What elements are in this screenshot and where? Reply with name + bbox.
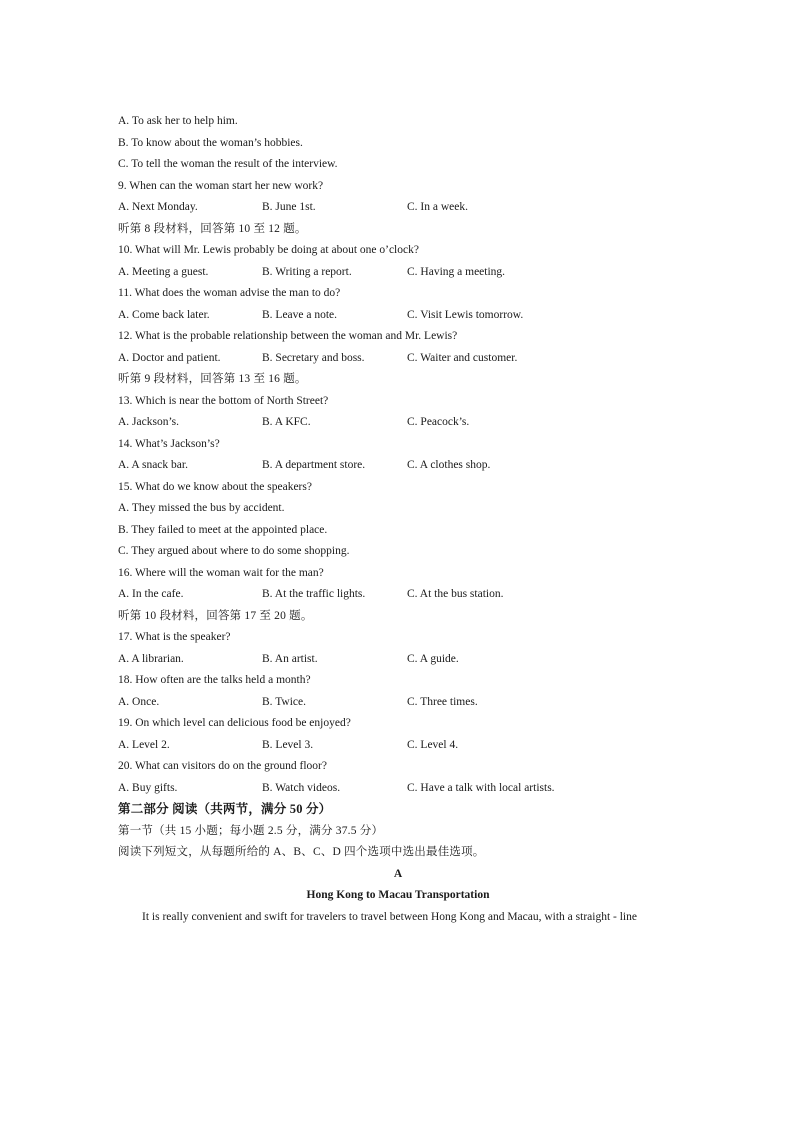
q17-option-c: C. A guide.: [407, 652, 459, 665]
q12-option-c: C. Waiter and customer.: [407, 351, 518, 364]
q12-option-a: A. Doctor and patient.: [118, 351, 221, 364]
question-10: 10. What will Mr. Lewis probably be doing at about one o’clock?: [118, 244, 419, 256]
q13-option-c: C. Peacock’s.: [407, 416, 470, 428]
q19-option-b: B. Level 3.: [262, 738, 314, 751]
q8-option-a: A. To ask her to help him.: [118, 115, 238, 127]
q17-option-b: B. An artist.: [262, 652, 318, 665]
q8-option-b: B. To know about the woman’s hobbies.: [118, 136, 303, 149]
q18-options: [118, 692, 678, 714]
q10-option-c: C. Having a meeting.: [407, 265, 506, 278]
q12-options: [118, 348, 678, 370]
q20-option-a: A. Buy gifts.: [118, 781, 178, 794]
section-10-instruction: 听第 10 段材料，回答第 17 至 20 题。: [118, 609, 313, 622]
q9-options: [118, 197, 678, 219]
q10-option-b: B. Writing a report.: [262, 265, 352, 278]
q17-options: [118, 649, 678, 671]
q9-option-c: C. In a week.: [407, 201, 468, 213]
q16-option-b: B. At the traffic lights.: [262, 588, 366, 600]
q8-option-c: C. To tell the woman the result of the interview.: [118, 158, 338, 170]
question-18: 18. How often are the talks held a month?: [118, 674, 311, 686]
passage-paragraph-1: It is really convenient and swift for travelers to travel between Hong Kong and Macau, with a straight - line: [142, 910, 637, 923]
q17-option-a: A. A librarian.: [118, 652, 184, 665]
q11-options: [118, 305, 678, 327]
q20-option-c: C. Have a talk with local artists.: [407, 781, 555, 794]
section-9-instruction: 听第 9 段材料，回答第 13 至 16 题。: [118, 373, 307, 385]
part-2-section-1-heading: 第一节（共 15 小题；每小题 2.5 分，满分 37.5 分）: [118, 824, 384, 837]
q18-option-a: A. Once.: [118, 695, 160, 708]
q13-option-a: A. Jackson’s.: [118, 416, 180, 428]
q19-option-c: C. Level 4.: [407, 738, 459, 751]
q14-option-c: C. A clothes shop.: [407, 459, 491, 471]
q11-option-b: B. Leave a note.: [262, 308, 338, 321]
question-20: 20. What can visitors do on the ground floor?: [118, 760, 327, 772]
q19-option-a: A. Level 2.: [118, 738, 170, 751]
question-12: 12. What is the probable relationship between the woman and Mr. Lewis?: [118, 330, 458, 342]
exam-content: [118, 111, 678, 928]
q18-option-b: B. Twice.: [262, 695, 307, 708]
question-13: 13. Which is near the bottom of North Street?: [118, 394, 329, 407]
question-9: 9. When can the woman start her new work?: [118, 179, 324, 192]
q13-option-b: B. A KFC.: [262, 416, 311, 428]
q16-options: [118, 584, 678, 606]
q14-options: [118, 455, 678, 477]
q19-options: [118, 735, 678, 757]
q13-options: [118, 412, 678, 434]
q14-option-a: A. A snack bar.: [118, 459, 188, 471]
section-8-instruction: 听第 8 段材料，回答第 10 至 12 题。: [118, 222, 307, 235]
q18-option-c: C. Three times.: [407, 695, 478, 708]
question-14: 14. What’s Jackson’s?: [118, 437, 220, 450]
q15-option-c: C. They argued about where to do some shopping.: [118, 545, 350, 557]
q10-options: [118, 262, 678, 284]
q20-options: [118, 778, 678, 800]
question-16: 16. Where will the woman wait for the man?: [118, 566, 324, 579]
question-17: 17. What is the speaker?: [118, 631, 231, 643]
q16-option-c: C. At the bus station.: [407, 588, 504, 600]
question-15: 15. What do we know about the speakers?: [118, 480, 312, 493]
part-2-title: 第二部分 阅读（共两节，满分 50 分）: [118, 802, 332, 816]
passage-title: Hong Kong to Macau Transportation: [306, 889, 490, 901]
q9-option-b: B. June 1st.: [262, 201, 316, 213]
q15-option-a: A. They missed the bus by accident.: [118, 502, 285, 514]
q16-option-a: A. In the cafe.: [118, 588, 184, 600]
question-19: 19. On which level can delicious food be enjoyed?: [118, 717, 351, 729]
q15-option-b: B. They failed to meet at the appointed place.: [118, 523, 328, 536]
q11-option-a: A. Come back later.: [118, 308, 210, 321]
q14-option-b: B. A department store.: [262, 459, 366, 471]
q10-option-a: A. Meeting a guest.: [118, 265, 209, 278]
part-2-instruction: 阅读下列短文，从每题所给的 A、B、C、D 四个选项中选出最佳选项。: [118, 846, 485, 858]
passage-label: A: [393, 867, 403, 880]
q11-option-c: C. Visit Lewis tomorrow.: [407, 308, 524, 321]
q9-option-a: A. Next Monday.: [118, 201, 198, 213]
q12-option-b: B. Secretary and boss.: [262, 351, 365, 364]
q20-option-b: B. Watch videos.: [262, 781, 341, 794]
question-11: 11. What does the woman advise the man to do?: [118, 287, 341, 299]
